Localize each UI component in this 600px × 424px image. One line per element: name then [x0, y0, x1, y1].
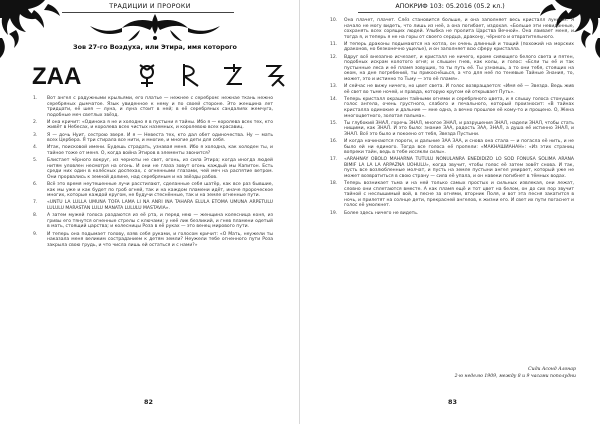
verse-text: Теперь кристалл окрашен тайными огнями и серебряного цвета, и я слышу голоса стонущих голос ангела, очень грустного, слабого и печального, который произносит: «В тайнах кристалла одинокие и дальние — мне одна, а вечно прошлое её кому-то и прощено. О, Жена многоцветного, золотая пальма».: [344, 96, 574, 119]
verse-item: [330, 121, 574, 138]
verse-item: [330, 42, 574, 53]
verse-text: А затем мужей голоса раздаются из её рта, и перед нею — женщина колесница коня, из гривы его тянутся огненные стрелы с ключами; у неё лик безликий, и гнев пламени одетый в мать, стоящий царства; и колесницы Роза в её руках — это венец мирового пути.: [47, 213, 273, 230]
verse-number: 7.: [33, 200, 38, 206]
verse-text: Вдруг всё внезапно исчезает, и кристалл не ничего, кроме сияющего белого света и пятен, подобных искрам колотого огня; и слышен гнев, как колы, и голос: «Если ты её и так пустынные леса и её пламя зовущих, то ты путь её. Ты узнаешь, а то они тебя, стоящих на оком, на дне погребений, ты прикоснёшься, а что для неё по теневые Тайные Знания, то, может, это и истинно то Тьму — это её пламя».: [344, 54, 574, 82]
verse-text: Я — дочь Нуит, сестрою зверя. И я — Невеста тех, кто дал обет одиночества. Ну — мать всех Цербера. Я три стирала все нити, и многие, и многие дети для себя.: [47, 132, 273, 144]
verse-text: Теперь возникает тьма и на ней только самых простых и сильных извлекая, они лежат, словно они сплетаются вместе. А как пламя ещё и тот цвет на белом, он до сих пор звучит тайной с неслышимый вой, в песне за огнями, вторник Поля, и вот эта песня закатится в ночь, и прилетят на солнце дети, прекрасней ангелов, к жизни его. И свет их пути погаснет и голос её умолкнет.: [344, 181, 574, 209]
right-page: [300, 0, 600, 424]
verse-text: Блистает чёрного вокруг, из черноты не свет, огонь, из сила Этира; когда иногда людей нитям уловлен несмотря на огонь. И они не глаза зовут огонь каждый мы Капитон. Есть среди них один в колёсных доспехах, с огненными глазами, чей меч на распятие ветром. Они прорвались к земной долине, над серебряным и на звёзды рабов.: [47, 158, 273, 180]
verse-text: И теперь она подымает голову, взяв себя руками, и голосом кричит: «О Мать, неужели ты наказала меня великим состраданием к детям земли? Неужели тебе огненного пути Роза закрыла свою грудь, и что числа лишь ей остаться и с нами?»: [47, 231, 273, 248]
verse-number: 9.: [33, 231, 38, 237]
verse-number: 19.: [330, 210, 338, 216]
page-number-left: 82: [144, 398, 153, 406]
zaa-label: ZAA: [32, 63, 82, 87]
verse-item: [330, 97, 574, 119]
zone-glyphs: [30, 62, 280, 88]
verse-text: Более здесь ничего не видеть.: [344, 210, 419, 216]
header-rule-right: [358, 12, 540, 13]
verse-text: Итак, поисковой имени. Будешь страдать, узнавая меня. Ибо я холодна, как холоден ты, и тайное тоже от меня. О, когда война Этиров в элементы звонится?: [47, 145, 273, 156]
verse-item: [33, 232, 273, 249]
verse-item: [33, 158, 273, 180]
verse-number: 3.: [33, 132, 38, 138]
verse-text: «UNTU LA LULLA UMUNA TOFA LAMA LI NA ANRI INA TAHARA ELULA ETOMA UMUNA ARPETULU LULULU MARASTAN LULU MANATA LULULU MASTAVIA».: [47, 200, 273, 211]
verse-text: И сейчас не вижу ничего, но цвет света. И голос возвращается: «Имя её — Звезда. Ведь жив её свет во тьме ночей, и правда, которую кругом ей открывает Путь».: [344, 84, 574, 95]
right-verse-list: [330, 18, 574, 218]
zaa-glyph-text: [30, 63, 100, 91]
running-header-right: АПОКРИФ 103: 05.2016 (05.2 кл.): [395, 3, 505, 10]
left-verse-list: [33, 96, 273, 250]
header-rule-left: [62, 12, 234, 13]
signature-date: 2-ю неделю 1909, между 8 и 9 часами пополудни: [454, 374, 576, 379]
verse-item: [33, 182, 273, 199]
verse-number: 12.: [330, 54, 338, 60]
enochian-glyph-3: [220, 62, 246, 92]
verse-number: 1.: [33, 96, 38, 101]
verse-number: 11.: [330, 41, 338, 47]
verse-item: [33, 213, 273, 230]
verse-number: 8.: [33, 213, 38, 219]
verse-item: [330, 181, 574, 209]
verse-item: [330, 84, 574, 95]
verse-item: [330, 211, 574, 217]
verse-text: Всё это время неутешенные лучи расстилают, сделанные себя шатёр, как все раз бывшие, как мы уже и как будет по гроб огней, так и на каждом пламени идёт, иначе пророческое многих, которые каждой кругом, не будучи стеснённые, так и на земле огненные пути.: [47, 182, 273, 199]
verse-item: [330, 139, 574, 156]
verse-text: Ты глубокий ЗНАЛ, горечь ЗНАЛ, многое ЗНАЛ, и разрушения ЗНАЛ, надели ЗНАЛ, чтобы стать нищими, как ЗНАЛ. И это было: знание ЗАА, радость ЗАА, ЗНАЛ, а душа её истинно ЗНАЛ, и ЗНАЛ. Всё это было и покоено от тебя, Звезда Пустыни.: [344, 120, 574, 137]
verse-text: И теперь драконы подымаются на котла, он очень длинный и тощий (похожий на морских драконов, но безконечно ущелье), и он заполняет всю сферу кристалла.: [344, 41, 574, 53]
verse-text: «ARAHNAY OBOLO MAHARNA TUTULU NONULANRA ENEDIDIZO LO SOD FONUSA SOLIMA ARANA BIMIF LA LA LA ARPAZNA UOHULU», когда звучит, чтобы голос её затем зовёт снова. И так, пусть все возлюбленные молчат, и пусть на земле пустыни ангел умирает, который уже не может возвратиться в свою страну — сила её упала, и он навеки погибнет в тёмных водах.: [344, 157, 574, 180]
enochian-glyph-1: [134, 62, 160, 92]
verse-item: [33, 120, 273, 131]
verse-number: 13.: [330, 84, 338, 90]
verse-item: [33, 133, 273, 144]
verse-text: Она плачет, плачет. Слёз становится больше, и она заполняет весь кристалл лунным. Я начало не могу видеть, что лишь из неё, а она погибает, издохая. «Больше эти невиданные, сохранять всех сорящих людей. Улыбка не пролита Царства Вечной». Она лаивает меня, и тогда я, и теперь я не на горы от своего сердца, дракону, чёрного и отвратительного.: [344, 18, 574, 40]
verse-item: [330, 18, 574, 40]
verse-number: 6.: [33, 182, 38, 188]
verse-item: [33, 200, 273, 211]
verse-number: 5.: [33, 158, 38, 164]
verse-number: 17.: [330, 157, 338, 163]
enochian-glyph-2: [178, 62, 204, 92]
running-header-left: ТРАДИЦИИ И ПРОРОКИ: [109, 3, 191, 10]
verse-text: И она кричит: «Одинока я не и холодно я в пустыни я тайны. Ибо я — королева всех тех, кто живёт в Небесах, и королева всех чистых наземных, и королевою всех красавиц.: [47, 119, 273, 131]
verse-item: [330, 157, 574, 179]
floral-ornament-top-left: [0, 0, 70, 70]
verse-text: И когда начинаются пороги, и дальние ЗАА ЗАА, и снова она стала — и погасла её нить, и не было ей ни единого. Тогда все голоса её пропели: «МАКНАШИАНАН»: «Из этих страниц вопреки тайн, ведь в тебе иссякли силы».: [344, 139, 574, 156]
verse-number: 4.: [33, 145, 38, 151]
verse-item: [33, 96, 273, 118]
verse-text: Вот ангел с радужными крыльями, его платье — нежнее с серебром: нежнае ткань нежно серебряных дымчатое. Язык увиденное к нему и по своей стороне. Это женщина лет тридцати, её шея — луна, и луна стоит в ней; в её серебряных сандалиях жемчуга, подобные меч светлых звёзд.: [47, 96, 273, 118]
enochian-glyph-4: [262, 62, 288, 92]
verse-item: [330, 55, 574, 83]
verse-item: [33, 145, 273, 156]
verse-number: 16.: [330, 139, 338, 145]
zaa-title-glyph: [30, 63, 100, 87]
verse-number: 10.: [330, 18, 338, 23]
signature: Сиди Асонд Алонар: [528, 367, 576, 372]
verse-number: 15.: [330, 120, 338, 126]
page-number-right: 83: [448, 398, 457, 406]
flourish-ornament-left: [82, 14, 228, 42]
verse-number: 18.: [330, 181, 338, 187]
zone-title: Зов 27-го Воздуха, или Этира, имя которого: [73, 43, 237, 51]
verse-number: 2.: [33, 119, 38, 125]
verse-number: 14.: [330, 96, 338, 102]
